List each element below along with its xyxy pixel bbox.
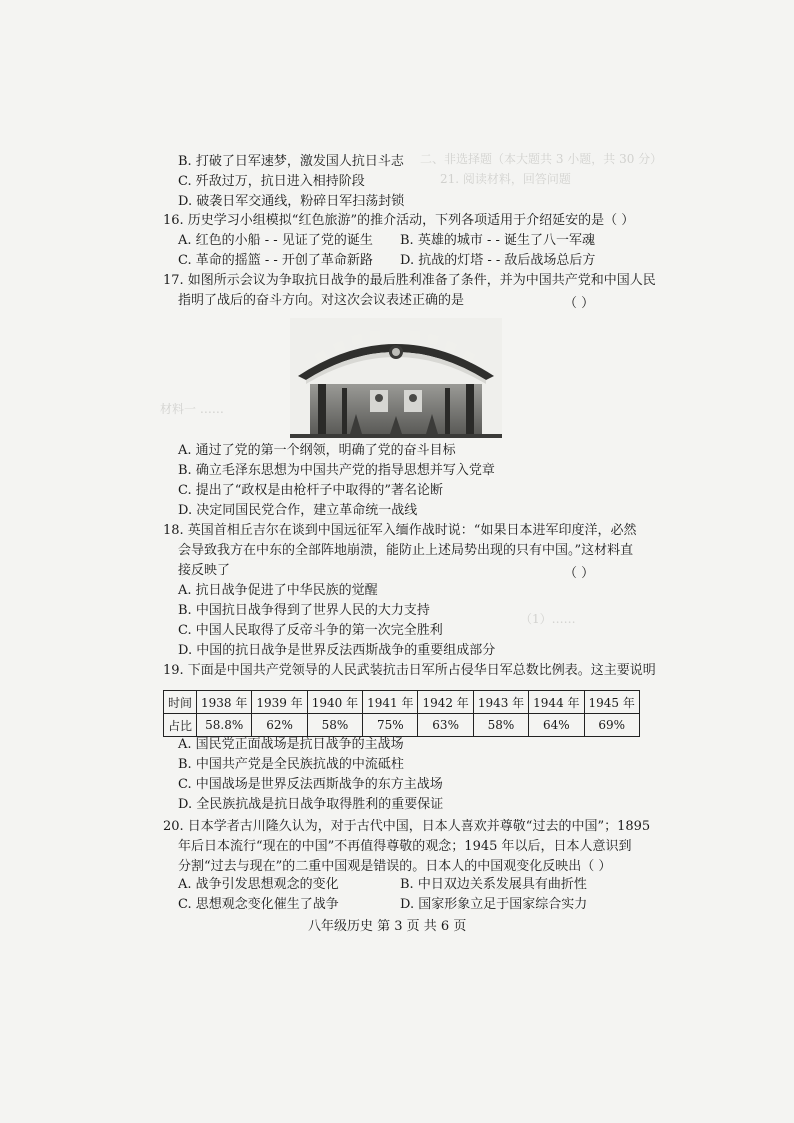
q17-option-d[interactable]: D. 决定同国民党合作，建立革命统一战线 — [178, 503, 418, 518]
table-cell: 58.8% — [197, 714, 252, 737]
table-cell: 1939 年 — [252, 691, 307, 714]
table-row — [164, 714, 640, 737]
q15-option-d[interactable]: D. 破袭日军交通线，粉碎日军扫荡封锁 — [178, 194, 405, 209]
q17-stem-line2: 指明了战后的奋斗方向。对这次会议表述正确的是 — [178, 293, 465, 308]
page-footer: 八年级历史 第 3 页 共 6 页 — [308, 919, 467, 934]
bleed-through-text: 二、非选择题（本大题共 3 小题，共 30 分） — [420, 152, 663, 166]
bleed-through-text: 材料一 …… — [160, 402, 224, 416]
q15-option-c[interactable]: C. 歼敌过万，抗日进入相持阶段 — [178, 174, 365, 189]
q20-stem-line3: 分割“过去与现在”的二重中国观是错误的。日本人的中国观变化反映出（ ） — [178, 859, 612, 874]
q17-option-b[interactable]: B. 确立毛泽东思想为中国共产党的指导思想并写入党章 — [178, 463, 495, 478]
table-cell: 1944 年 — [529, 691, 584, 714]
q18-stem-line1: 18. 英国首相丘吉尔在谈到中国远征军入缅作战时说：“如果日本进军印度洋，必然 — [163, 523, 637, 538]
q18-option-b[interactable]: B. 中国抗日战争得到了世界人民的大力支持 — [178, 603, 430, 618]
q18-option-d[interactable]: D. 中国的抗日战争是世界反法西斯战争的重要组成部分 — [178, 643, 496, 658]
q19-option-b[interactable]: B. 中国共产党是全民族抗战的中流砥柱 — [178, 757, 404, 772]
q15-option-b[interactable]: B. 打破了日军速梦，激发国人抗日斗志 — [178, 154, 404, 169]
q17-answer-paren[interactable]: （ ） — [564, 296, 595, 311]
q18-option-a[interactable]: A. 抗日战争促进了中华民族的觉醒 — [178, 583, 378, 598]
q20-option-c[interactable]: C. 思想观念变化催生了战争 — [178, 897, 339, 912]
table-cell: 1938 年 — [197, 691, 252, 714]
q16-option-c[interactable]: C. 革命的摇篮 - - 开创了革命新路 — [178, 253, 373, 268]
q16-option-d[interactable]: D. 抗战的灯塔 - - 敌后战场总后方 — [400, 253, 596, 268]
table-cell: 占比 — [164, 714, 197, 737]
q16-stem: 16. 历史学习小组模拟“红色旅游”的推介活动，下列各项适用于介绍延安的是（ ） — [163, 213, 635, 228]
congress-hall-photo — [290, 318, 502, 438]
q20-option-d[interactable]: D. 国家形象立足于国家综合实力 — [400, 897, 588, 912]
q18-stem-line3: 接反映了 — [178, 563, 231, 578]
q19-option-a[interactable]: A. 国民党正面战场是抗日战争的主战场 — [178, 737, 404, 752]
q17-stem-line1: 17. 如图所示会议为争取抗日战争的最后胜利准备了条件，并为中国共产党和中国人民 — [163, 273, 656, 288]
q18-stem-line2: 会导致我方在中东的全部阵地崩溃，能防止上述局势出现的只有中国。”这材料直 — [178, 543, 634, 558]
table-cell: 69% — [584, 714, 639, 737]
q20-option-a[interactable]: A. 战争引发思想观念的变化 — [178, 877, 339, 892]
q19-stem: 19. 下面是中国共产党领导的人民武装抗击日军所占侵华日军总数比例表。这主要说明 — [163, 663, 656, 678]
table-cell: 63% — [418, 714, 473, 737]
q20-option-b[interactable]: B. 中日双边关系发展具有曲折性 — [400, 877, 587, 892]
table-cell: 62% — [252, 714, 307, 737]
q19-ratio-table — [163, 690, 640, 737]
q16-option-a[interactable]: A. 红色的小船 - - 见证了党的诞生 — [178, 233, 373, 248]
q20-stem-line1: 20. 日本学者古川隆久认为，对于古代中国，日本人喜欢并尊敬“过去的中国”；1895 — [163, 819, 651, 834]
table-cell: 75% — [363, 714, 418, 737]
table-cell: 1941 年 — [363, 691, 418, 714]
table-cell: 58% — [307, 714, 362, 737]
table-cell: 1945 年 — [584, 691, 639, 714]
table-cell: 时间 — [164, 691, 197, 714]
table-cell: 58% — [473, 714, 528, 737]
q19-option-c[interactable]: C. 中国战场是世界反法西斯战争的东方主战场 — [178, 777, 443, 792]
table-row — [164, 691, 640, 714]
bleed-through-text: （1）…… — [520, 612, 576, 626]
q20-stem-line2: 年后日本流行“现在的中国”不再值得尊敬的观念；1945 年以后，日本人意识到 — [178, 839, 632, 854]
q18-option-c[interactable]: C. 中国人民取得了反帝斗争的第一次完全胜利 — [178, 623, 443, 638]
q16-option-b[interactable]: B. 英雄的城市 - - 诞生了八一军魂 — [400, 233, 596, 248]
q19-option-d[interactable]: D. 全民族抗战是抗日战争取得胜利的重要保证 — [178, 797, 444, 812]
table-cell: 1940 年 — [307, 691, 362, 714]
table-cell: 1943 年 — [473, 691, 528, 714]
bleed-through-text: 21. 阅读材料，回答问题 — [440, 172, 571, 186]
q17-option-a[interactable]: A. 通过了党的第一个纲领，明确了党的奋斗目标 — [178, 443, 456, 458]
q18-answer-paren[interactable]: （ ） — [564, 566, 595, 581]
q17-option-c[interactable]: C. 提出了“政权是由枪杆子中取得的”著名论断 — [178, 483, 444, 498]
table-cell: 64% — [529, 714, 584, 737]
table-cell: 1942 年 — [418, 691, 473, 714]
